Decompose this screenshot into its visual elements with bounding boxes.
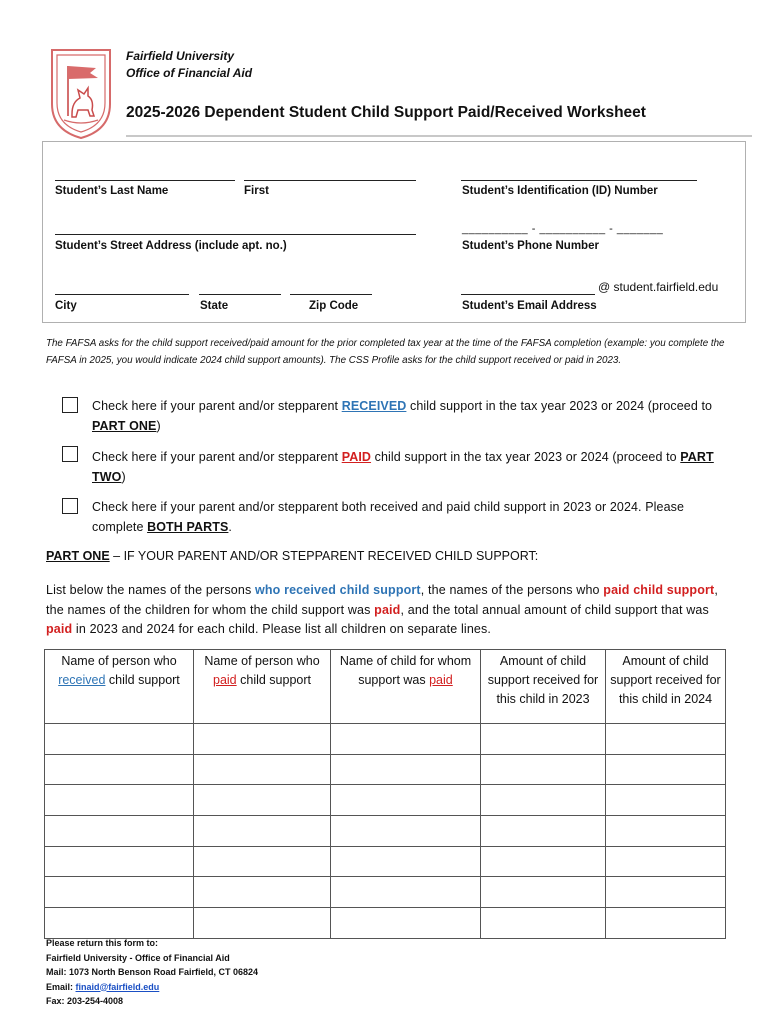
table-cell[interactable] bbox=[481, 754, 606, 785]
zip-label: Zip Code bbox=[309, 300, 359, 312]
table-row bbox=[45, 877, 726, 908]
table-cell[interactable] bbox=[481, 816, 606, 847]
table-cell[interactable] bbox=[45, 816, 194, 847]
part-one-link: PART ONE bbox=[92, 419, 157, 433]
student-id-field[interactable] bbox=[461, 180, 697, 181]
city-field[interactable] bbox=[55, 294, 189, 295]
fafsa-note: The FAFSA asks for the child support received/paid amount for the prior completed tax year at the time of the FAFSA completion (example: you complete the FAFSA in 2025, you would indicate 2024 child support amounts). The CSS Profile asks for the child support received or paid in 2023. bbox=[46, 338, 725, 366]
email-field[interactable] bbox=[461, 294, 595, 295]
table-cell[interactable] bbox=[194, 877, 331, 908]
table-cell[interactable] bbox=[606, 785, 726, 816]
table-cell[interactable] bbox=[481, 846, 606, 877]
table-cell[interactable] bbox=[606, 846, 726, 877]
received-checkbox[interactable] bbox=[62, 397, 78, 413]
table-cell[interactable] bbox=[606, 754, 726, 785]
table-cell[interactable] bbox=[45, 724, 194, 755]
table-row bbox=[45, 908, 726, 939]
table-cell[interactable] bbox=[194, 785, 331, 816]
email-link[interactable]: finaid@fairfield.edu bbox=[75, 981, 160, 992]
return-office: Fairfield University - Office of Financial Aid bbox=[46, 952, 230, 963]
table-cell[interactable] bbox=[45, 785, 194, 816]
table-cell[interactable] bbox=[331, 877, 481, 908]
part-two-link: PART TWO bbox=[92, 450, 714, 484]
table-cell[interactable] bbox=[45, 877, 194, 908]
table-cell[interactable] bbox=[331, 816, 481, 847]
university-name: Fairfield University bbox=[126, 49, 235, 63]
return-email: Email: finaid@fairfield.edu bbox=[46, 981, 160, 992]
received-option-text: Check here if your parent and/or stepparent RECEIVED child support in the tax year 2023 or 2024 (proceed to PART ONE) bbox=[92, 399, 713, 433]
col-amount-2024: Amount of child support received for this child in 2024 bbox=[606, 650, 726, 724]
table-cell[interactable] bbox=[45, 846, 194, 877]
street-address-field[interactable] bbox=[55, 234, 416, 235]
return-heading: Please return this form to: bbox=[46, 938, 159, 948]
state-label: State bbox=[200, 300, 229, 312]
col-child-name: Name of child for whom support was paid bbox=[331, 650, 481, 724]
table-cell[interactable] bbox=[606, 816, 726, 847]
fairfield-university-logo bbox=[48, 46, 114, 140]
paid-checkbox[interactable] bbox=[62, 446, 78, 462]
first-name-field[interactable] bbox=[244, 180, 416, 181]
table-cell[interactable] bbox=[606, 724, 726, 755]
table-cell[interactable] bbox=[331, 724, 481, 755]
received-keyword: RECEIVED bbox=[341, 399, 407, 413]
return-mail: Mail: 1073 North Benson Road Fairfield, CT 06824 bbox=[46, 967, 259, 977]
table-cell[interactable] bbox=[194, 846, 331, 877]
table-cell[interactable] bbox=[331, 754, 481, 785]
table-cell[interactable] bbox=[331, 908, 481, 939]
part-one-instructions: List below the names of the persons who received child support, the names of the persons who paid child support, the names of the children for whom the child support was paid, and the total annual amount of child support that was paid in 2023 and 2024 for each child. Please list all children on separate lines. bbox=[46, 583, 718, 636]
office-name: Office of Financial Aid bbox=[126, 66, 253, 80]
child-support-table bbox=[44, 649, 726, 939]
paid-keyword: PAID bbox=[341, 450, 372, 464]
table-cell[interactable] bbox=[45, 754, 194, 785]
table-cell[interactable] bbox=[481, 877, 606, 908]
student-id-label: Student’s Identification (ID) Number bbox=[462, 185, 658, 197]
table-cell[interactable] bbox=[481, 908, 606, 939]
phone-label: Student’s Phone Number bbox=[462, 240, 599, 252]
last-name-field[interactable] bbox=[55, 180, 235, 181]
both-parts-link: BOTH PARTS bbox=[147, 520, 229, 534]
col-received-person: Name of person who received child support bbox=[45, 650, 194, 724]
return-fax: Fax: 203-254-4008 bbox=[46, 996, 124, 1006]
table-cell[interactable] bbox=[194, 816, 331, 847]
table-cell[interactable] bbox=[481, 785, 606, 816]
col-amount-2023: Amount of child support received for this child in 2023 bbox=[481, 650, 606, 724]
col-paid-person: Name of person who paid child support bbox=[194, 650, 331, 724]
table-cell[interactable] bbox=[45, 908, 194, 939]
table-row bbox=[45, 724, 726, 755]
university-header bbox=[126, 48, 252, 82]
city-label: City bbox=[55, 300, 77, 312]
both-checkbox[interactable] bbox=[62, 498, 78, 514]
table-cell[interactable] bbox=[606, 877, 726, 908]
paid-option-text: Check here if your parent and/or stepparent PAID child support in the tax year 2023 or 2024 (proceed to PART TWO) bbox=[92, 450, 714, 484]
table-cell[interactable] bbox=[194, 908, 331, 939]
table-cell[interactable] bbox=[331, 785, 481, 816]
table-cell[interactable] bbox=[194, 754, 331, 785]
table-row bbox=[45, 816, 726, 847]
part-one-heading: PART ONE – IF YOUR PARENT AND/OR STEPPARENT RECEIVED CHILD SUPPORT: bbox=[46, 549, 539, 563]
street-address-label: Student’s Street Address (include apt. no.) bbox=[55, 240, 287, 252]
phone-field[interactable]: __________ - __________ - _______ bbox=[462, 223, 664, 235]
table-row bbox=[45, 754, 726, 785]
table-cell[interactable] bbox=[331, 846, 481, 877]
zip-field[interactable] bbox=[290, 294, 372, 295]
email-domain: @ student.fairfield.edu bbox=[598, 280, 719, 294]
table-row bbox=[45, 785, 726, 816]
table-row bbox=[45, 846, 726, 877]
email-label: Student’s Email Address bbox=[462, 300, 597, 312]
table-cell[interactable] bbox=[606, 908, 726, 939]
title-divider bbox=[126, 135, 752, 137]
table-cell[interactable] bbox=[194, 724, 331, 755]
state-field[interactable] bbox=[199, 294, 281, 295]
return-instructions bbox=[46, 936, 258, 1009]
last-name-label: Student’s Last Name bbox=[55, 185, 169, 197]
page-title: 2025-2026 Dependent Student Child Support Paid/Received Worksheet bbox=[126, 104, 646, 121]
first-name-label: First bbox=[244, 185, 269, 197]
table-cell[interactable] bbox=[481, 724, 606, 755]
both-option-text: Check here if your parent and/or stepparent both received and paid child support in 2023 or 2024. Please complete BOTH PARTS. bbox=[92, 500, 685, 534]
